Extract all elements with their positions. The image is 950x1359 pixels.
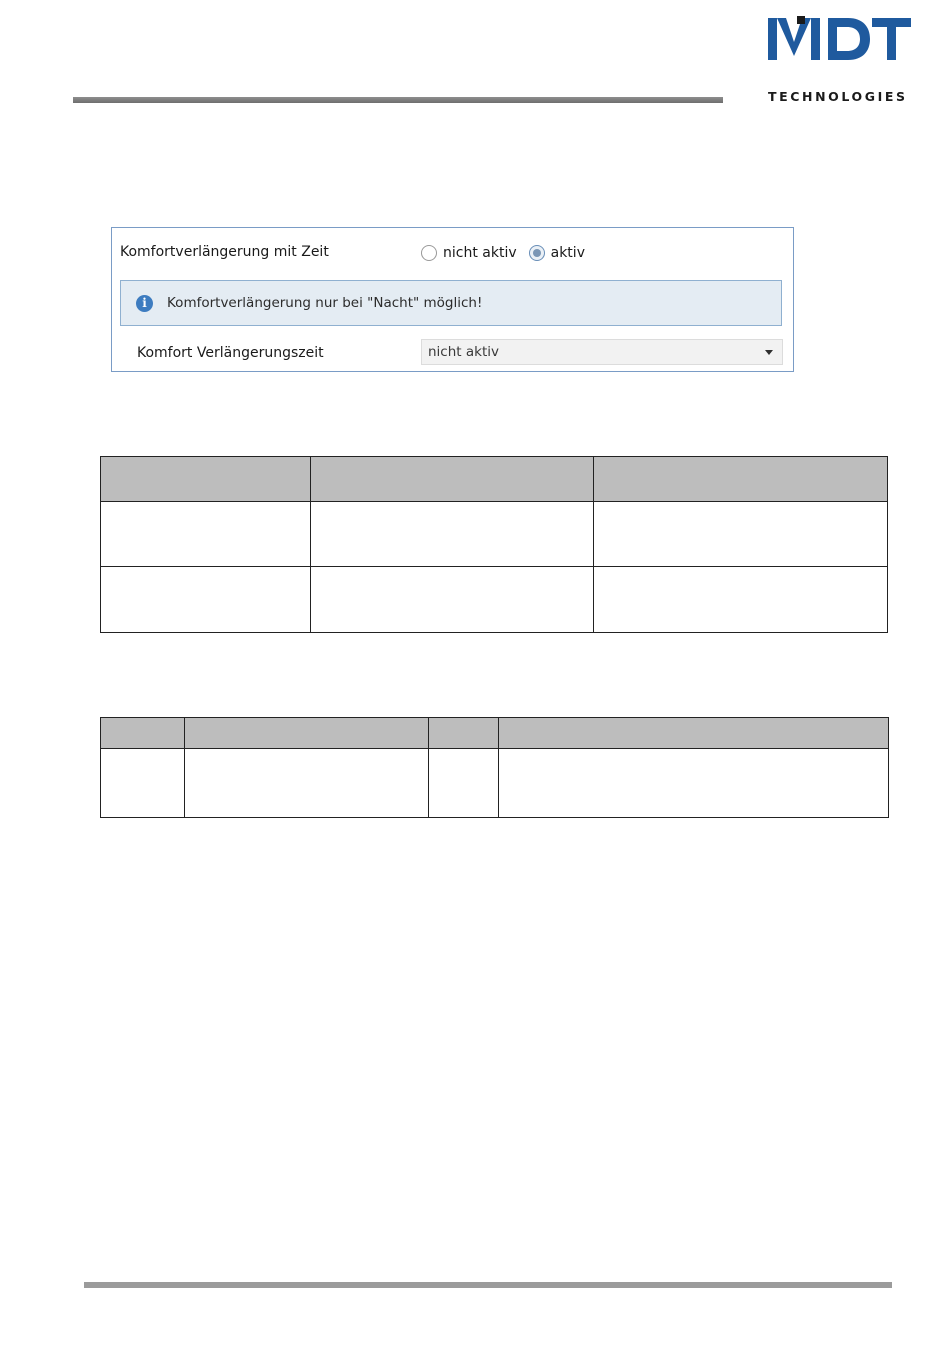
mdt-logo-mark	[768, 16, 911, 64]
table-cell	[185, 749, 429, 818]
comfort-extension-radio-group	[421, 242, 597, 264]
table-header-cell	[101, 457, 311, 502]
footer-divider	[84, 1282, 892, 1288]
chevron-down-icon[interactable]	[765, 350, 773, 355]
radio-aktiv-label[interactable]: aktiv	[550, 245, 585, 261]
table-header-cell	[429, 718, 499, 749]
info-text: Komfortverlängerung nur bei "Nacht" möglich!	[167, 295, 483, 311]
radio-nicht-aktiv-label[interactable]: nicht aktiv	[443, 245, 517, 261]
table-header-cell	[311, 457, 594, 502]
table-cell	[101, 567, 311, 633]
select-value: nicht aktiv	[428, 344, 499, 360]
logo	[768, 16, 911, 104]
table-cell	[499, 749, 889, 818]
settings-panel	[111, 227, 794, 372]
table-cell	[429, 749, 499, 818]
info-message	[120, 280, 782, 326]
comfort-extension-label: Komfortverlängerung mit Zeit	[120, 244, 329, 260]
extension-time-select[interactable]	[421, 339, 783, 365]
table-header-cell	[499, 718, 889, 749]
table-header-cell	[594, 457, 888, 502]
parameter-table	[100, 456, 888, 633]
radio-nicht-aktiv[interactable]	[421, 245, 437, 261]
table-header-cell	[101, 718, 185, 749]
table-row	[101, 502, 888, 567]
table-cell	[594, 502, 888, 567]
table-row	[101, 567, 888, 633]
table-row	[101, 749, 889, 818]
table-header-cell	[185, 718, 429, 749]
table-cell	[101, 502, 311, 567]
info-icon: i	[136, 295, 153, 312]
table-cell	[311, 502, 594, 567]
table-cell	[311, 567, 594, 633]
communication-object-table	[100, 717, 889, 818]
extension-time-label: Komfort Verlängerungszeit	[137, 345, 324, 361]
logo-subtitle: TECHNOLOGIES	[768, 89, 908, 104]
table-cell	[594, 567, 888, 633]
radio-aktiv[interactable]	[529, 245, 545, 261]
table-cell	[101, 749, 185, 818]
header-divider	[73, 97, 723, 103]
